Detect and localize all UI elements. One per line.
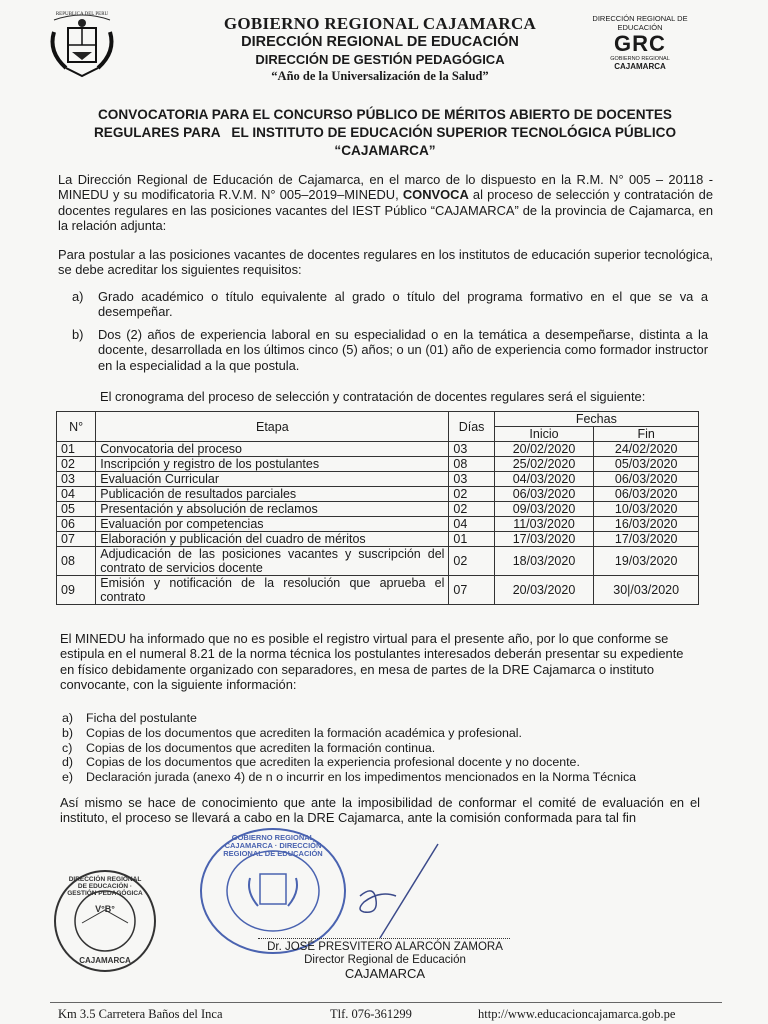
table-row (57, 487, 699, 502)
row-etapa: Presentación y absolución de reclamos (96, 502, 449, 517)
doc-text: Copias de los documentos que acrediten la formación continua. (86, 740, 436, 755)
closing-paragraph: Así mismo se hace de conocimiento que ante la imposibilidad de conformar el comité de evaluación en el instituto, el proceso se llevará a cabo en la DRE Cajamarca, ante la comisión conformada para tal fin (60, 795, 700, 826)
header-etapa: Etapa (96, 412, 449, 442)
row-num: 08 (57, 547, 96, 576)
table-row (57, 532, 699, 547)
row-fin: 10/03/2020 (594, 502, 699, 517)
table-row (57, 502, 699, 517)
doc-label: c) (62, 740, 73, 755)
row-etapa: Evaluación Curricular (96, 472, 449, 487)
footer-rule (50, 1002, 722, 1003)
row-num: 02 (57, 457, 96, 472)
header-inicio: Inicio (494, 427, 594, 442)
intro-paragraph (58, 172, 713, 234)
schedule-intro: El cronograma del proceso de selección y contratación de docentes regulares será el siguiente: (100, 389, 646, 404)
row-inicio: 11/03/2020 (494, 517, 594, 532)
header-fin: Fin (594, 427, 699, 442)
grc-logo-sub2: CAJAMARCA (614, 62, 666, 71)
header-subdirection: DIRECCIÓN DE GESTIÓN PEDAGÓGICA (255, 52, 505, 67)
signatory-place: CAJAMARCA (344, 966, 426, 981)
grc-logo (588, 14, 692, 76)
table-row (57, 547, 699, 576)
peru-shield-logo (44, 12, 120, 82)
minedu-paragraph: El MINEDU ha informado que no es posible el registro virtual para el presente año, por lo que conforme se estipula en el numeral 8.21 de la norma técnica los postulantes interesados deberán presentar su expediente en físico debidamente organizado con separadores, en mesa de partes de la DRE Cajamarca o instituto convocante, con la siguiente información: (60, 631, 684, 693)
grc-logo-top: DIRECCIÓN REGIONAL DE EDUCACIÓN (592, 14, 688, 32)
row-dias: 03 (449, 442, 494, 457)
doc-text: Copias de los documentos que acrediten la experiencia profesional docente y no docente. (86, 755, 580, 770)
row-fin: 16/03/2020 (594, 517, 699, 532)
signature-line (258, 938, 510, 939)
row-etapa: Convocatoria del proceso (96, 442, 449, 457)
stamp-left-vb: V°B° (95, 904, 115, 914)
row-etapa: Inscripción y registro de los postulantes (96, 457, 449, 472)
stamp-right (198, 826, 348, 956)
row-num: 06 (57, 517, 96, 532)
row-inicio: 04/03/2020 (494, 472, 594, 487)
list-item (62, 711, 712, 726)
requirement-item (72, 327, 712, 373)
signatory-role: Director Regional de Educación (304, 954, 466, 966)
row-inicio: 20/02/2020 (494, 442, 594, 457)
header-government: GOBIERNO REGIONAL CAJAMARCA (223, 14, 537, 33)
header-num: N° (57, 412, 96, 442)
header-direction: DIRECCIÓN REGIONAL DE EDUCACIÓN (241, 34, 519, 50)
row-fin: 17/03/2020 (594, 532, 699, 547)
row-dias: 02 (449, 487, 494, 502)
row-dias: 04 (449, 517, 494, 532)
requirement-label: a) (72, 289, 84, 304)
row-etapa: Evaluación por competencias (96, 517, 449, 532)
header-fechas: Fechas (494, 412, 698, 427)
doc-text: Copias de los documentos que acrediten la formación académica y profesional. (86, 725, 522, 740)
row-num: 01 (57, 442, 96, 457)
footer-url[interactable]: http://www.educacioncajamarca.gob.pe (478, 1007, 676, 1021)
requirement-text: Grado académico o título equivalente al grado o título del programa formativo en el que se va a desempeñar. (98, 289, 708, 320)
documents-list (62, 711, 712, 785)
row-dias: 08 (449, 457, 494, 472)
row-num: 03 (57, 472, 96, 487)
row-dias: 07 (449, 576, 494, 605)
row-fin: 06/03/2020 (594, 472, 699, 487)
row-fin: 24/02/2020 (594, 442, 699, 457)
grc-logo-mark: GRC (614, 31, 666, 56)
doc-label: b) (62, 725, 74, 740)
list-item (62, 770, 712, 785)
row-num: 07 (57, 532, 96, 547)
title-line-3: “CAJAMARCA” (334, 143, 436, 158)
shield-caption: REPUBLICA DEL PERU (55, 12, 109, 17)
signature-block (250, 941, 520, 980)
requirement-label: b) (72, 327, 84, 342)
footer-address: Km 3.5 Carretera Baños del Inca (58, 1007, 223, 1021)
table-row (57, 517, 699, 532)
table-header-row (57, 412, 699, 427)
table-row (57, 472, 699, 487)
table-row (57, 576, 699, 605)
document-title (60, 106, 710, 160)
header-dias: Días (449, 412, 494, 442)
doc-text: Declaración jurada (anexo 4) de n o incurrir en los impedimentos mencionados en la Norma Técnica (86, 770, 637, 785)
requirement-item (72, 289, 712, 320)
table-row (57, 457, 699, 472)
signatory-name: Dr. JOSÉ PRESVITERO ALARCÓN ZAMORA (267, 941, 503, 953)
row-fin: 30|/03/2020 (594, 576, 699, 605)
row-dias: 02 (449, 547, 494, 576)
grc-logo-sub1: GOBIERNO REGIONAL (610, 56, 670, 62)
doc-label: e) (62, 770, 74, 785)
intro-convoca: CONVOCA (402, 187, 469, 203)
requirement-text: Dos (2) años de experiencia laboral en su especialidad o en la temática a desempeñarse, distinta a la docente, desarrollada en los últimos cinco (5) años; o un (01) año de experiencia como formador instructor en la especialidad a la que postula. (98, 327, 708, 373)
title-line-1: CONVOCATORIA PARA EL CONCURSO PÚBLICO DE MÉRITOS ABIERTO DE DOCENTES (97, 107, 672, 122)
stamp-left (52, 868, 158, 974)
row-num: 04 (57, 487, 96, 502)
row-etapa: Publicación de resultados parciales (96, 487, 449, 502)
row-dias: 03 (449, 472, 494, 487)
list-item (62, 755, 712, 770)
title-line-2: REGULARES PARA EL INSTITUTO DE EDUCACIÓN SUPERIOR TECNOLÓGICA PÚBLICO (93, 125, 677, 140)
row-inicio: 17/03/2020 (494, 532, 594, 547)
table-row (57, 442, 699, 457)
schedule-table (56, 411, 699, 605)
row-fin: 06/03/2020 (594, 487, 699, 502)
row-inicio: 20/03/2020 (494, 576, 594, 605)
signature-mark (340, 840, 450, 940)
doc-text: Ficha del postulante (86, 711, 197, 725)
stamp-left-bottom: CAJAMARCA (79, 956, 131, 965)
intro-part-1: La Dirección Regional de Educación de Cajamarca, en el marco de lo dispuesto en la R.M. N° 005 – 20118 - MINEDU y su modificatoria R.V.M. N° 005–2019–MINEDU, (58, 172, 713, 203)
row-inicio: 06/03/2020 (494, 487, 594, 502)
list-item (62, 741, 712, 756)
row-etapa: Elaboración y publicación del cuadro de méritos (96, 532, 449, 547)
doc-label: a) (62, 711, 74, 725)
stamp-right-ring: GOBIERNO REGIONAL CAJAMARCA · DIRECCIÓN REGIONAL DE EDUCACIÓN (223, 833, 323, 858)
doc-label: d) (62, 755, 74, 770)
header-year-motto: “Año de la Universalización de la Salud” (271, 69, 489, 83)
requirements-intro: Para postular a las posiciones vacantes de docentes regulares en los institutos de educación superior tecnológica, se debe acreditar los siguientes requisitos: (58, 247, 713, 278)
row-num: 09 (57, 576, 96, 605)
stamp-left-ring: DIRECCIÓN REGIONAL DE EDUCACIÓN · GESTIÓN PEDAGÓGICA (67, 876, 143, 897)
row-etapa: Adjudicación de las posiciones vacantes y suscripción del contrato de servicios docente (96, 547, 449, 576)
list-item (62, 726, 712, 741)
row-dias: 01 (449, 532, 494, 547)
footer-phone: Tlf. 076-361299 (330, 1007, 412, 1021)
row-num: 05 (57, 502, 96, 517)
row-inicio: 09/03/2020 (494, 502, 594, 517)
row-fin: 19/03/2020 (594, 547, 699, 576)
row-dias: 02 (449, 502, 494, 517)
row-inicio: 25/02/2020 (494, 457, 594, 472)
row-etapa: Emisión y notificación de la resolución que aprueba el contrato (96, 576, 449, 605)
row-fin: 05/03/2020 (594, 457, 699, 472)
intro-part-2: al proceso de selección y contratación de docentes regulares en las posiciones vacantes del IEST Público “CAJAMARCA” de la provincia de Cajamarca, en la relación adjunta: (58, 187, 713, 234)
row-inicio: 18/03/2020 (494, 547, 594, 576)
